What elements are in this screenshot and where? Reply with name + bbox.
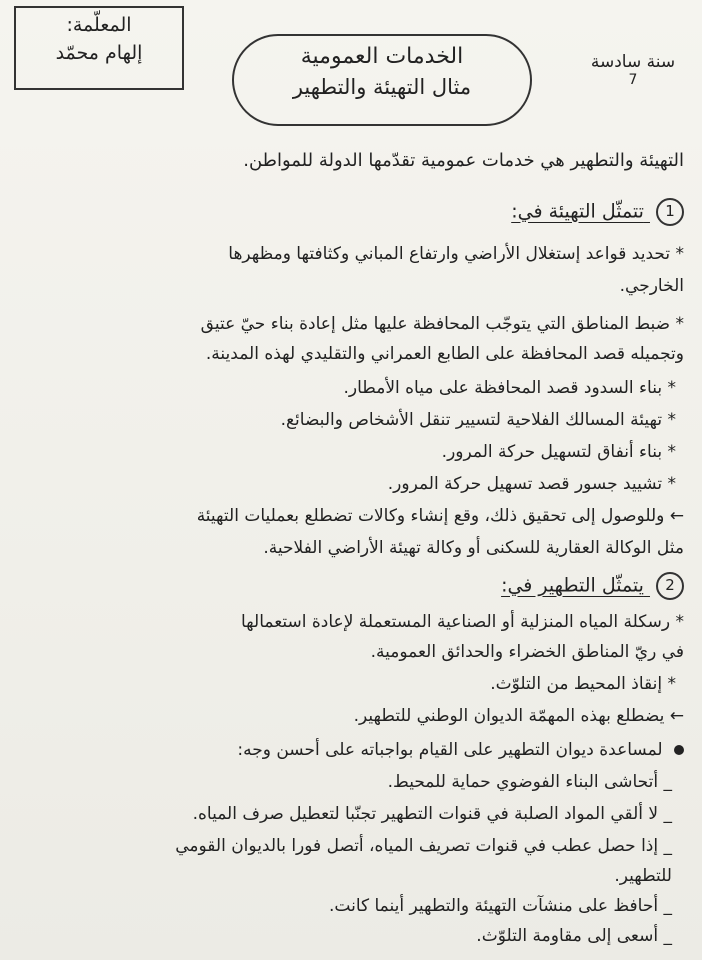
teacher-title: المعلّمة: bbox=[66, 14, 132, 36]
section-1-title: تتمثّل التهيئة في: bbox=[511, 200, 644, 223]
dash-marker: _ bbox=[663, 772, 672, 792]
star-marker: * bbox=[675, 314, 684, 334]
list-item bbox=[237, 740, 684, 761]
list-item-text: أتحاشى البناء الفوضوي حماية للمحيط. bbox=[387, 772, 659, 792]
arrow-marker: ← bbox=[669, 506, 684, 526]
arrow-marker: ← bbox=[669, 706, 684, 726]
grade-text: سنة سادسة bbox=[590, 52, 676, 72]
section-1-heading bbox=[511, 198, 684, 226]
list-item-text: ضبط المناطق التي يتوجّب المحافظة عليها مثل إعادة بناء حيّ عتيق bbox=[200, 314, 671, 334]
list-item bbox=[329, 896, 672, 917]
list-item-continuation: وتجميله قصد المحافظة على الطابع العمراني والتقليدي لهذه المدينة. bbox=[205, 344, 684, 364]
list-item-text: لا ألقي المواد الصلبة في قنوات التطهير تجنّبا لتعطيل صرف المياه. bbox=[192, 804, 659, 824]
list-item-text: تشييد جسور قصد تسهيل حركة المرور. bbox=[387, 474, 663, 494]
star-marker: * bbox=[675, 612, 684, 632]
list-item bbox=[354, 706, 684, 727]
list-item bbox=[442, 442, 676, 463]
list-item bbox=[388, 772, 672, 793]
list-item-continuation: مثل الوكالة العقارية للسكنى أو وكالة تهيئة الأراضي الفلاحية. bbox=[263, 538, 684, 558]
dash-marker: _ bbox=[663, 836, 672, 856]
list-item-continuation: للتطهير. bbox=[614, 866, 672, 886]
star-marker: * bbox=[667, 378, 676, 398]
section-1-number: 1 bbox=[656, 198, 684, 226]
list-item bbox=[490, 674, 676, 695]
intro-line: التهيئة والتطهير هي خدمات عمومية تقدّمها الدولة للمواطن. bbox=[243, 150, 684, 171]
list-item bbox=[201, 314, 684, 335]
section-2-title: يتمثّل التطهير في: bbox=[501, 574, 644, 597]
section-2-heading bbox=[501, 572, 684, 600]
dash-marker: _ bbox=[663, 896, 672, 916]
list-item-text: أحافظ على منشآت التهيئة والتطهير أينما كانت. bbox=[329, 896, 659, 916]
lesson-title: الخدمات العمومية bbox=[300, 44, 464, 69]
list-item-text: إنقاذ المحيط من التلوّث. bbox=[490, 674, 663, 694]
list-item-text: لمساعدة ديوان التطهير على القيام بواجباته على أحسن وجه: bbox=[237, 740, 663, 760]
list-item-text: أسعى إلى مقاومة التلوّث. bbox=[476, 926, 659, 946]
teacher-box bbox=[14, 6, 184, 90]
list-item bbox=[388, 474, 676, 495]
list-item-continuation: الخارجي. bbox=[619, 276, 684, 296]
list-item-text: رسكلة المياه المنزلية أو الصناعية المستعملة لإعادة استعمالها bbox=[241, 612, 671, 632]
list-item bbox=[281, 410, 676, 431]
dash-marker: _ bbox=[663, 926, 672, 946]
star-marker: * bbox=[667, 674, 676, 694]
dash-marker: _ bbox=[663, 804, 672, 824]
lesson-subtitle: مثال التهيئة والتطهير bbox=[292, 75, 472, 99]
list-item bbox=[228, 244, 684, 265]
grade-label bbox=[572, 52, 694, 88]
list-item-text: بناء السدود قصد المحافظة على مياه الأمطار. bbox=[343, 378, 663, 398]
list-item bbox=[343, 378, 676, 399]
list-item-continuation: في ريّ المناطق الخضراء والحدائق العمومية. bbox=[370, 642, 684, 662]
list-item-text: تحديد قواعد إستغلال الأراضي وارتفاع المباني وكثافتها ومظهرها bbox=[228, 244, 671, 264]
list-item bbox=[197, 506, 684, 527]
list-item bbox=[476, 926, 672, 947]
list-item-text: بناء أنفاق لتسهيل حركة المرور. bbox=[441, 442, 663, 462]
star-marker: * bbox=[667, 442, 676, 462]
list-item-text: يضطلع بهذه المهمّة الديوان الوطني للتطهير. bbox=[353, 706, 665, 726]
list-item bbox=[175, 836, 672, 857]
list-item bbox=[241, 612, 684, 633]
title-cloud bbox=[232, 34, 532, 126]
star-marker: * bbox=[675, 244, 684, 264]
star-marker: * bbox=[667, 410, 676, 430]
star-marker: * bbox=[667, 474, 676, 494]
grade-mark: 7 bbox=[628, 72, 638, 88]
bullet-dot-icon bbox=[674, 745, 684, 755]
list-item-text: وللوصول إلى تحقيق ذلك، وقع إنشاء وكالات تضطلع بعمليات التهيئة bbox=[196, 506, 665, 526]
list-item-text: تهيئة المسالك الفلاحية لتسيير تنقل الأشخاص والبضائع. bbox=[280, 410, 663, 430]
list-item bbox=[193, 804, 672, 825]
teacher-name: إلهام محمّد bbox=[55, 42, 143, 64]
section-2-number: 2 bbox=[656, 572, 684, 600]
list-item-text: إذا حصل عطب في قنوات تصريف المياه، أتصل فورا بالديوان القومي bbox=[175, 836, 659, 856]
